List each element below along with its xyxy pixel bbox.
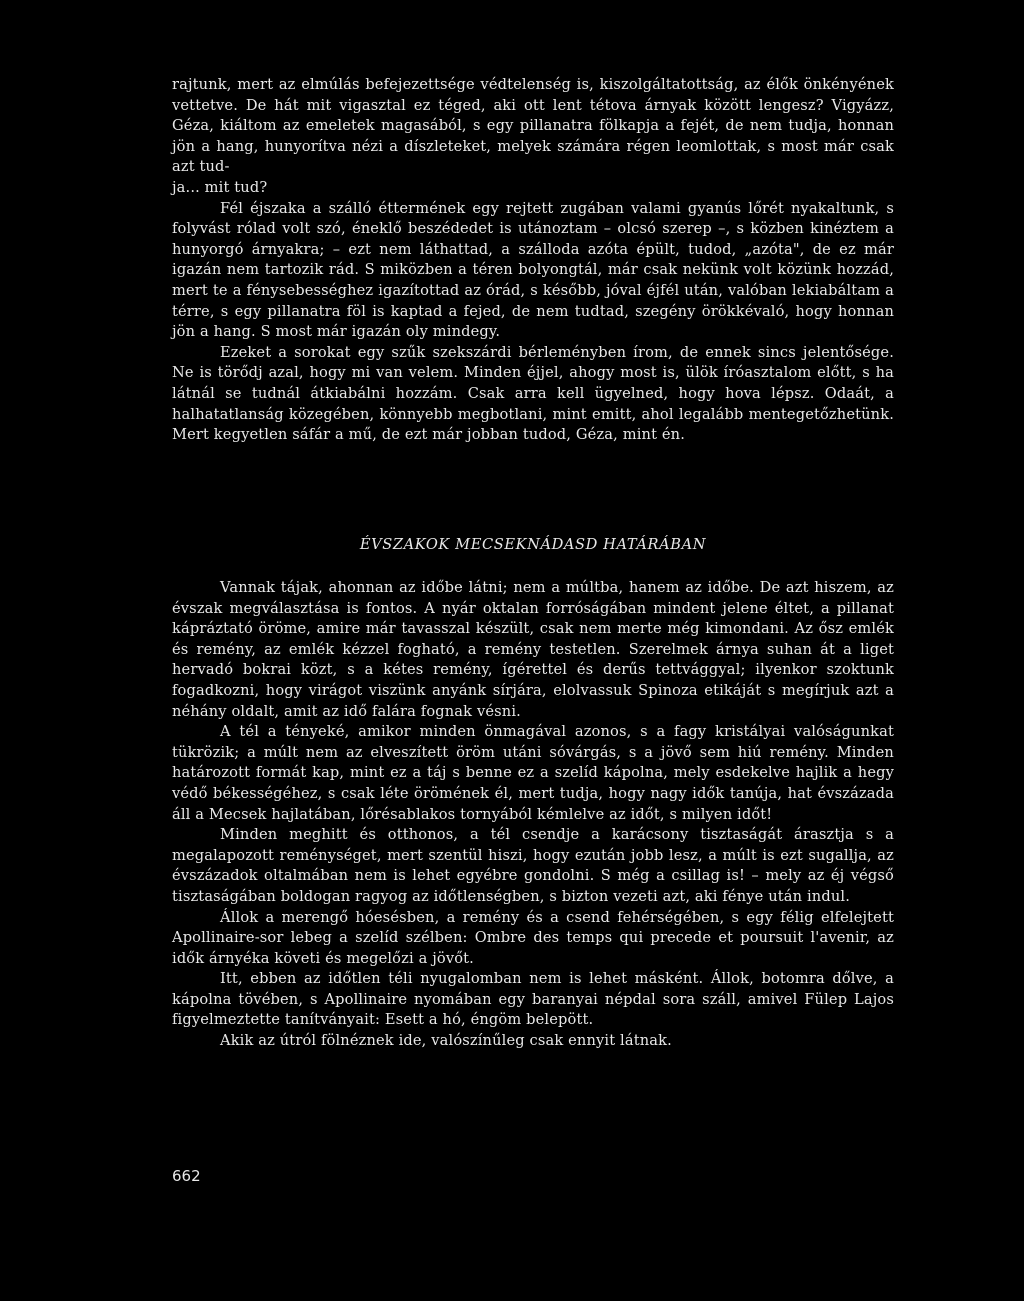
paragraph: Fél éjszaka a szálló éttermének egy rejtett zugában valami gyanús lőrét nyakaltunk, s folyvást rólad volt szó, éneklő beszédedet is utánoztam – olcsó szerep –, s közben kinéztem a hunyorgó árnyakra; – ezt nem láthattad, a szálloda azóta épült, tudod, „azóta", de ez már igazán nem tartozik rád. S miközben a téren bolyongtál, már csak nekünk volt közünk hozzád, mert te a fénysebességhez igazítottad az órád, s később, jóval éjfél után, valóban lekiabáltam a térre, s egy pillanatra föl is kaptad a fejed, de nem tudtad, szegény örökkévaló, hogy honnan jön a hang. S most már igazán oly mindegy.: [172, 199, 894, 341]
paragraph: Ezeket a sorokat egy szűk szekszárdi bérleményben írom, de ennek sincs jelentősége. Ne is törődj azal, hogy mi van velem. Minden éjjel, ahogy most is, ülök íróasztalom előtt, s ha látnál se tudnál átkiabálni hozzám. Csak arra kell ügyelned, hogy hova lépsz. Odaát, a halhatatlanság közegében, könnyebb megbotlani, mint emitt, ahol legalább mentegetőzhetünk. Mert kegyetlen sáfár a mű, de ezt már jobban tudod, Géza, mint én.: [172, 343, 894, 444]
paragraph: A tél a tényeké, amikor minden önmagával azonos, s a fagy kristályai valóságunkat tükrözik; a múlt nem az elveszített öröm utáni sóvárgás, s a jövő sem hiú remény. Minden határozott formát kap, mint ez a táj s benne ez a szelíd kápolna, mely esdekelve hajlik a hegy védő békességéhez, s csak léte örömének él, mert tudja, hogy nagy idők tanúja, hat évszázada áll a Mecsek hajlatában, lőrésablakos tornyából kémlelve az időt, s milyen időt!: [172, 723, 894, 823]
paragraph: rajtunk, mert az elmúlás befejezettsége védtelenség is, kiszolgáltatottság, az élők önkényének vettetve. De hát mit vigasztal ez téged, aki ott lent tétova árnyak között lengesz? Vigyázz, Géza, kiáltom az emeletek magasából, s egy pillanatra fölkapja a fejét, de nem tudja, honnan jön a hang, hunyorítva nézi a díszleteket, melyek számára régen leomlottak, s most már csak azt tud- ja... mit tud?: [172, 76, 894, 196]
paragraph: Itt, ebben az időtlen téli nyugalomban nem is lehet másként. Állok, botomra dőlve, a kápolna tövében, s Apollinaire nyomában egy baranyai népdal sora száll, amivel Fülep Lajos figyelmeztette tanítványait: Esett a hó, éngöm belepött.: [172, 970, 894, 1029]
paragraph: Minden meghitt és otthonos, a tél csendje a karácsony tisztaságát árasztja s a megalapozott reménységet, mert szentül hiszi, hogy ezután jobb lesz, a múlt is ezt sugallja, az évszázadok oltalmában nem is lehet egyébre gondolni. S még a csillag is! – mely az éj végső tisztaságában boldogan ragyog az időtlenségben, s bizton vezeti azt, aki fénye után indul.: [172, 826, 894, 905]
paragraph: Akik az útról fölnéznek ide, valószínűleg csak ennyit látnak.: [220, 1032, 672, 1050]
paragraph: Állok a merengő hóesésben, a remény és a csend fehérségében, s egy félig elfelejtett Apollinaire-sor lebeg a szelíd szélben: Ombre des temps qui precede et poursuit l'avenir, az idők árnyéka követi és megelőzi a jövőt.: [172, 908, 894, 967]
continuation-text: [172, 75, 894, 446]
paragraph: Vannak tájak, ahonnan az időbe látni; nem a múltba, hanem az időbe. De azt hiszem, az évszak megválasztása is fontos. A nyár oktalan forróságában mindent jelene éltet, a pillanat kápráztató öröme, amire már tavasszal készült, csak nem merte még kimondani. Az ősz emlék és remény, az emlék kézzel fogható, a remény testetlen. Szerelmek árnya suhan át a liget hervadó bokrai közt, s a kétes remény, ígérettel és derűs tettvággyal; ilyenkor szoktunk fogadkozni, hogy virágot viszünk anyánk sírjára, elolvassuk Spinoza etikáját s megírjuk azt a néhány oldalt, amit az idő falára fognak vésni.: [172, 579, 894, 720]
section-text: [172, 578, 894, 1052]
section-title: ÉVSZAKOK MECSEKNÁDASD HATÁRÁBAN: [359, 536, 707, 553]
page-number: 662: [172, 1167, 201, 1185]
